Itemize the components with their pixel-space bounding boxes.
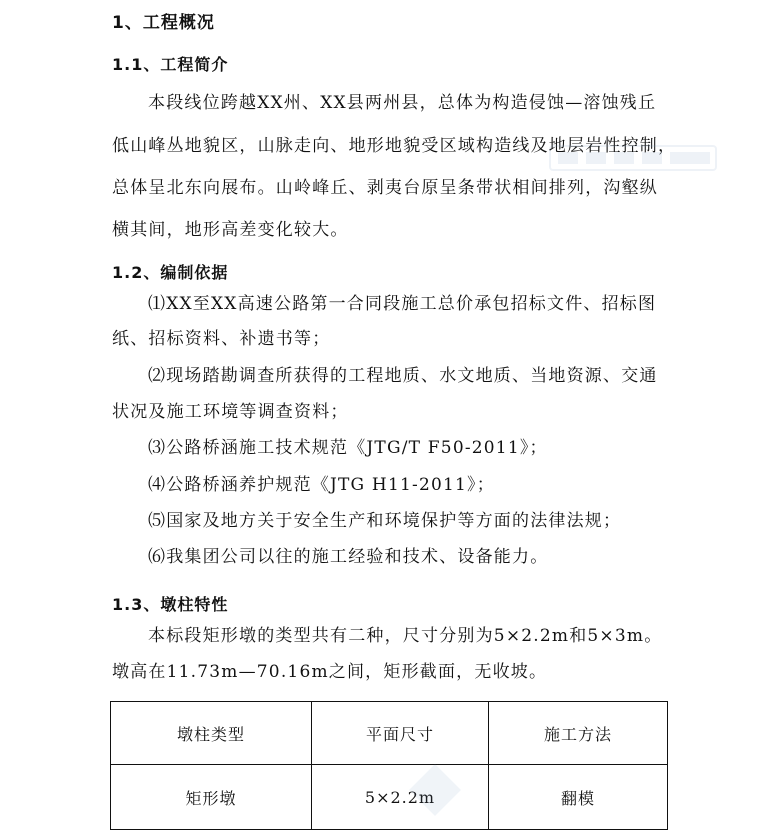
watermark-logo <box>548 138 718 178</box>
section-1-2-heading: 1.2、编制依据 <box>112 263 229 282</box>
section-1-1-heading: 1.1、工程简介 <box>112 55 229 74</box>
table-cell: 5×2.2m <box>312 765 489 830</box>
paragraph-line: 总体呈北东向展布。山岭峰丘、剥夷台原呈条带状相间排列，沟壑纵 <box>112 178 658 198</box>
table-cell: 矩形墩 <box>111 765 312 830</box>
table-row <box>111 765 668 830</box>
section-1-heading: 1、工程概况 <box>112 13 215 33</box>
paragraph-line: 低山峰丛地貌区，山脉走向、地形地貌受区域构造线及地层岩性控制， <box>112 136 677 156</box>
table-cell: 翻模 <box>489 765 668 830</box>
section-1-3-heading: 1.3、墩柱特性 <box>112 595 229 614</box>
paragraph-line: 墩高在11.73m—70.16m之间，矩形截面，无收坡。 <box>112 662 548 682</box>
table-header-row <box>111 702 668 765</box>
list-item-line: ⑴XX至XX高速公路第一合同段施工总价承包招标文件、招标图 <box>148 294 657 314</box>
paragraph-line: 本标段矩形墩的类型共有二种，尺寸分别为5×2.2m和5×3m。 <box>148 626 663 646</box>
list-item-line: ⑹我集团公司以往的施工经验和技术、设备能力。 <box>148 547 549 567</box>
list-item-line: 状况及施工环境等调查资料； <box>112 402 349 422</box>
table-header-cell: 施工方法 <box>489 702 668 765</box>
table-header-cell: 墩柱类型 <box>111 702 312 765</box>
list-item-line: ⑵现场踏勘调查所获得的工程地质、水文地质、当地资源、交通 <box>148 366 658 386</box>
table-header-cell: 平面尺寸 <box>312 702 489 765</box>
paragraph-line: 横其间，地形高差变化较大。 <box>112 220 349 240</box>
paragraph-line: 本段线位跨越XX州、XX县两州县，总体为构造侵蚀—溶蚀残丘 <box>148 93 657 113</box>
list-item-line: ⑷公路桥涵养护规范《JTG H11-2011》； <box>148 475 495 495</box>
watermark-logo <box>405 760 465 820</box>
pier-type-table <box>110 701 668 830</box>
list-item-line: 纸、招标资料、补遗书等； <box>112 329 331 349</box>
list-item-line: ⑸国家及地方关于安全生产和环境保护等方面的法律法规； <box>148 511 622 531</box>
list-item-line: ⑶公路桥涵施工技术规范《JTG/T F50-2011》； <box>148 438 548 458</box>
